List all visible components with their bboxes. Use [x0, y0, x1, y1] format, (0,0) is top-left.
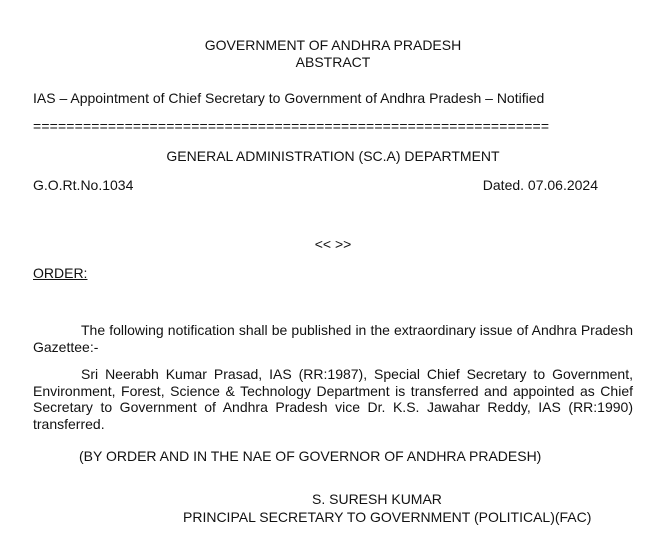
- department-heading: GENERAL ADMINISTRATION (SC.A) DEPARTMENT: [166, 148, 500, 164]
- intro-paragraph: The following notification shall be published in the extraordinary issue of Andhra Pradesh Gazettee:-: [33, 322, 633, 355]
- signatory-designation: PRINCIPAL SECRETARY TO GOVERNMENT (POLITICAL)(FAC): [183, 509, 592, 525]
- order-date: Dated. 07.06.2024: [482, 177, 598, 193]
- by-order-line: (BY ORDER AND IN THE NAE OF GOVERNOR OF ANDHRA PRADESH): [79, 448, 542, 464]
- notification-paragraph: Sri Neerabh Kumar Prasad, IAS (RR:1987), Special Chief Secretary to Government, Environment, Forest, Science & Technology Department is transferred and appointed as Chief Secretary to Government of Andhra Pradesh vice Dr. K.S. Jawahar Reddy, IAS (RR:1990) transferred.: [33, 366, 633, 432]
- separator-line: ==============================================================: [33, 118, 550, 134]
- abstract-heading: ABSTRACT: [295, 54, 371, 70]
- signatory-name: S. SURESH KUMAR: [312, 491, 442, 507]
- government-heading: GOVERNMENT OF ANDHRA PRADESH: [204, 37, 462, 53]
- subject-line: IAS – Appointment of Chief Secretary to Government of Andhra Pradesh – Notified: [33, 90, 545, 106]
- reference-marker: << >>: [314, 236, 352, 252]
- order-heading: ORDER:: [33, 265, 88, 281]
- go-number: G.O.Rt.No.1034: [33, 177, 134, 193]
